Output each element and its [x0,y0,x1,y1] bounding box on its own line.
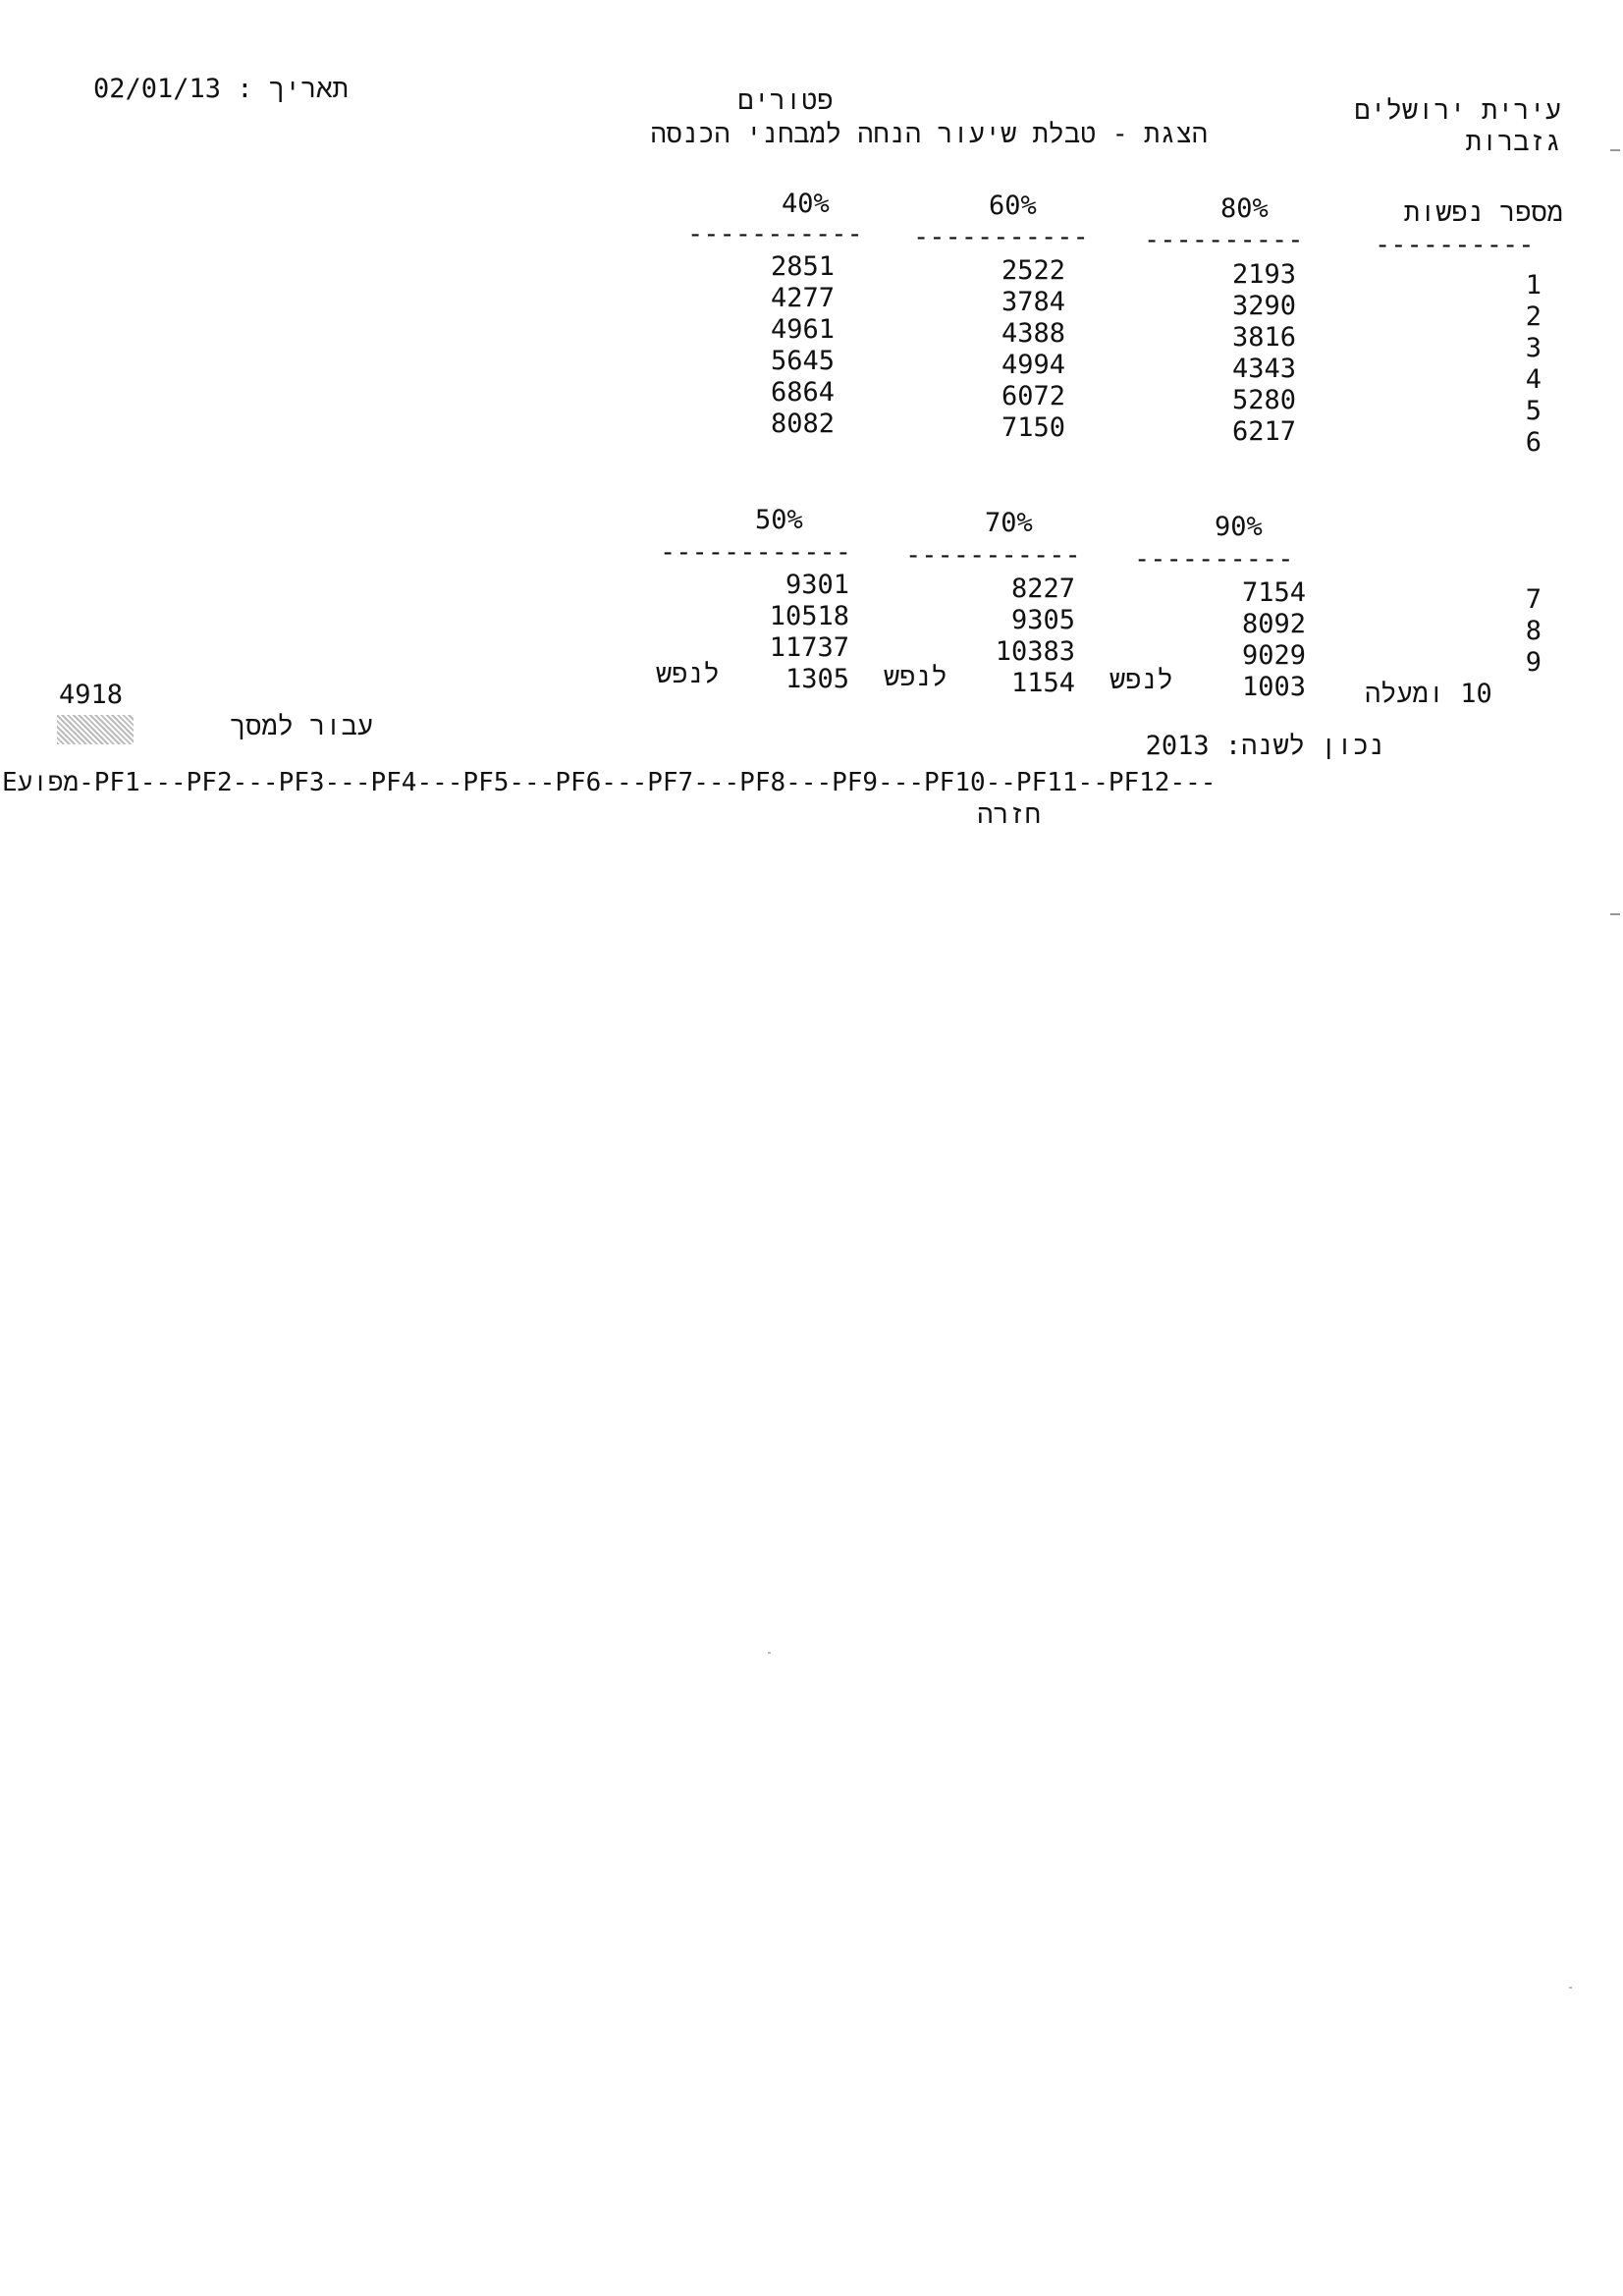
table-cell: 1154 [1010,668,1075,698]
table2-col-70 [957,574,1075,699]
row-header-persons: מספר נפשות [1403,197,1563,228]
divider: ------------ [660,537,852,568]
table-cell: 2522 [1001,255,1065,286]
valid-year-label: נכון לשנה: 2013 [1145,731,1384,761]
date-label: 02/01/13 : תאריך [93,74,349,104]
table-cell: 3784 [1001,287,1065,317]
table-cell: 5280 [1231,385,1296,415]
row-count: 5 [1525,396,1542,426]
table-cell: 4388 [1001,318,1065,349]
table-cell: 7150 [1001,412,1065,443]
goto-screen-label: עבור למסך [230,711,373,741]
table2-col-50 [731,570,849,695]
row-count: 10 ומעלה [1365,679,1492,709]
table-cell: 9305 [1010,605,1075,635]
table-cell: 8092 [1241,609,1306,639]
margin-mark [1610,149,1620,151]
row-count: 8 [1525,616,1542,646]
divider: ----------- [905,540,1081,571]
table1-col-40 [717,251,835,440]
table2-row-numbers [1365,584,1542,710]
col-header-60: 60% [989,191,1037,221]
table-cell: 6217 [1231,416,1296,447]
table-cell: 10383 [995,636,1075,667]
city-name: עירית ירושלים [1354,95,1561,126]
table-cell: 8082 [770,409,835,439]
table-cell: 3290 [1231,291,1296,321]
col-header-80: 80% [1220,193,1269,224]
table1-row-numbers [1463,270,1542,459]
section-title: פטורים [737,85,834,116]
divider: ----------- [913,222,1089,252]
table1-col-60 [947,255,1065,444]
table-cell: 4961 [770,314,835,345]
per-person-label: לנפש [1109,665,1173,695]
table-cell: 2193 [1231,259,1296,290]
department-name: גזברות [1465,127,1561,157]
table-cell: 4994 [1001,350,1065,380]
function-key-bar[interactable]: Eמפוע-PF1---PF2---PF3---PF4---PF5---PF6---PF7---PF8---PF9---PF10--PF11--PF12--- [2,768,1217,797]
table-cell: 4277 [770,283,835,313]
col-header-90: 90% [1215,512,1263,542]
table2-col-90 [1188,577,1306,703]
row-count: 1 [1525,270,1542,301]
divider: ---------- [1144,225,1304,255]
col-header-70: 70% [985,508,1033,538]
divider: ----------- [687,219,863,249]
row-count: 6 [1525,427,1542,458]
table-cell: 1003 [1241,672,1306,702]
table-cell: 2851 [770,251,835,282]
table1-col-80 [1178,259,1296,448]
margin-mark [1610,913,1620,915]
page-title: הצגת - טבלת שיעור הנחה למבחני הכנסה [650,119,1208,149]
row-count: 4 [1525,364,1542,395]
screen-input-field[interactable] [57,715,134,744]
table-cell: 8227 [1010,574,1075,604]
table-cell: 9301 [784,570,849,600]
per-person-label: לנפש [656,659,720,689]
screen-code: 4918 [59,680,124,710]
row-count: 3 [1525,333,1542,363]
table-cell: 7154 [1241,577,1306,608]
scan-speck [1569,1987,1572,1989]
divider: ---------- [1134,544,1294,574]
per-person-label: לנפש [884,662,947,692]
table-cell: 6864 [770,377,835,408]
col-header-50: 50% [755,505,803,535]
scan-speck [768,1652,771,1654]
table-cell: 5645 [770,346,835,376]
back-label: חזרה [977,799,1041,830]
table-cell: 10518 [769,601,849,631]
table-cell: 9029 [1241,640,1306,671]
table-cell: 4343 [1231,354,1296,384]
row-count: 9 [1525,647,1542,678]
divider: ---------- [1375,230,1535,260]
table-cell: 6072 [1001,381,1065,411]
table-cell: 3816 [1231,322,1296,353]
row-count: 2 [1525,301,1542,332]
table-cell: 1305 [784,664,849,694]
table-cell: 11737 [769,632,849,663]
row-count: 7 [1525,584,1542,615]
col-header-40: 40% [782,189,830,219]
